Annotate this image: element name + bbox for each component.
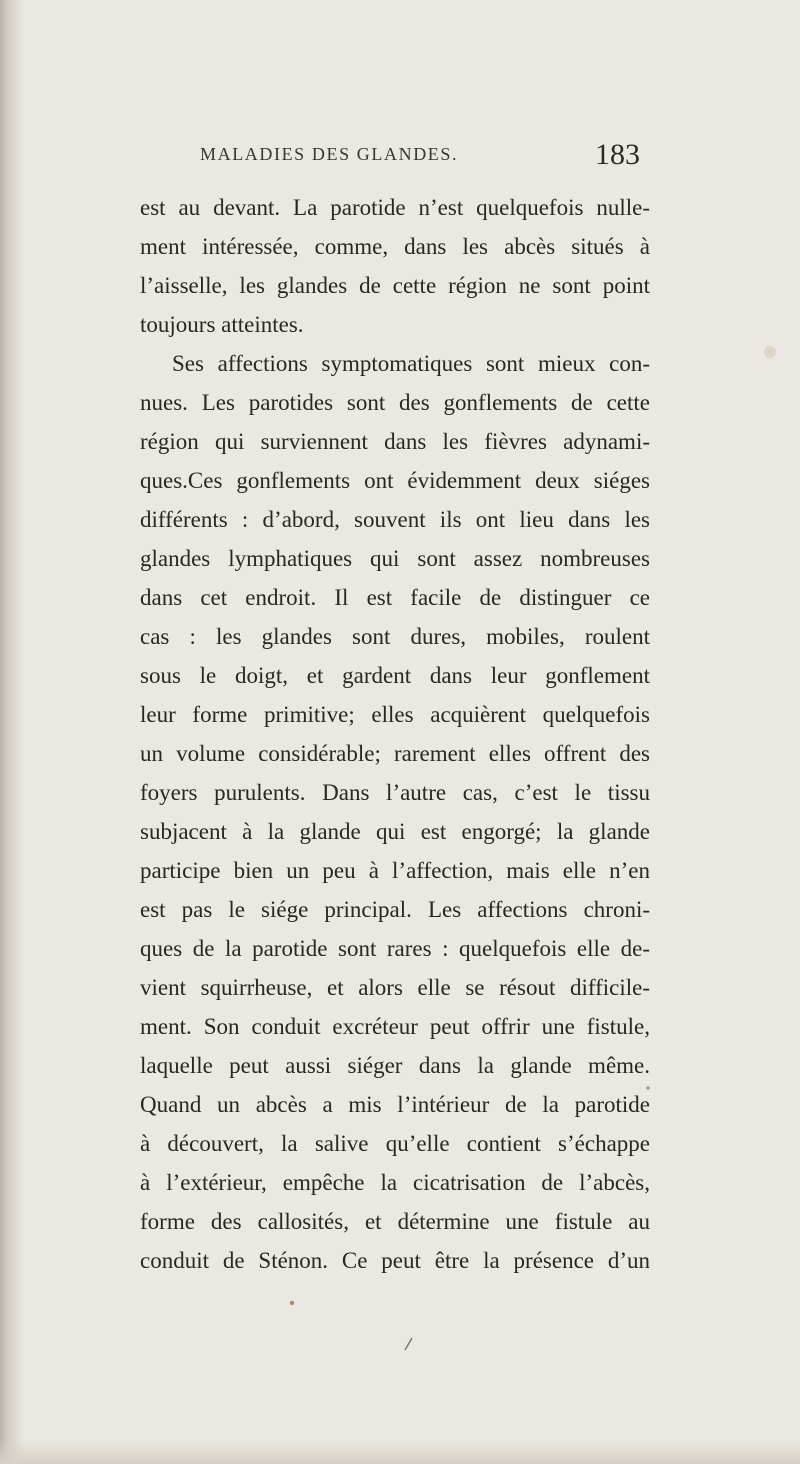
text-line: région qui surviennent dans les fièvres adynami- bbox=[140, 429, 650, 454]
text-line: Quand un abcès a mis l’intérieur de la parotide bbox=[140, 1092, 650, 1117]
text-line: glandes lymphatiques qui sont assez nombreuses bbox=[140, 546, 650, 571]
text-line: ment intéressée, comme, dans les abcès situés à bbox=[140, 234, 650, 259]
pencil-mark bbox=[405, 1338, 412, 1350]
text-line: Ses affections symptomatiques sont mieux con- bbox=[172, 351, 650, 376]
text-line: à découvert, la salive qu’elle contient s’échappe bbox=[140, 1131, 650, 1156]
text-line: leur forme primitive; elles acquièrent quelquefois bbox=[140, 702, 650, 727]
page-bottom-shade bbox=[0, 1440, 800, 1464]
text-line: différents : d’abord, souvent ils ont lieu dans les bbox=[140, 507, 650, 532]
text-line: un volume considérable; rarement elles offrent des bbox=[140, 741, 650, 766]
text-line: foyers purulents. Dans l’autre cas, c’est le tissu bbox=[140, 780, 650, 805]
paper-stain bbox=[764, 346, 776, 358]
text-line: subjacent à la glande qui est engorgé; la glande bbox=[140, 819, 650, 844]
text-line: nues. Les parotides sont des gonflements de cette bbox=[140, 390, 650, 415]
text-line: conduit de Sténon. Ce peut être la présence d’un bbox=[140, 1248, 650, 1273]
text-line: dans cet endroit. Il est facile de distinguer ce bbox=[140, 585, 650, 610]
running-title: MALADIES DES GLANDES. bbox=[200, 144, 459, 164]
text-line: cas : les glandes sont dures, mobiles, roulent bbox=[140, 624, 650, 649]
text-line: toujours atteintes. bbox=[140, 312, 304, 337]
text-line: ment. Son conduit excréteur peut offrir une fistule, bbox=[140, 1014, 650, 1039]
text-line: vient squirrheuse, et alors elle se résout difficile- bbox=[140, 975, 650, 1000]
text-line: à l’extérieur, empêche la cicatrisation de l’abcès, bbox=[140, 1170, 650, 1195]
text-line: est pas le siége principal. Les affections chroni- bbox=[140, 897, 650, 922]
ink-speck bbox=[290, 1301, 294, 1305]
page-number: 183 bbox=[595, 138, 640, 171]
text-line: laquelle peut aussi siéger dans la glande même. bbox=[140, 1053, 650, 1078]
text-line: est au devant. La parotide n’est quelquefois nulle- bbox=[140, 195, 650, 220]
ink-speck bbox=[646, 1086, 649, 1089]
text-line: sous le doigt, et gardent dans leur gonflement bbox=[140, 663, 650, 688]
text-line: ques de la parotide sont rares : quelquefois elle de- bbox=[140, 936, 650, 961]
text-line: forme des callosités, et détermine une fistule au bbox=[140, 1209, 650, 1234]
text-line: ques.Ces gonflements ont évidemment deux siéges bbox=[140, 468, 650, 493]
text-line: participe bien un peu à l’affection, mais elle n’en bbox=[140, 858, 650, 883]
text-line: l’aisselle, les glandes de cette région ne sont point bbox=[140, 273, 650, 298]
